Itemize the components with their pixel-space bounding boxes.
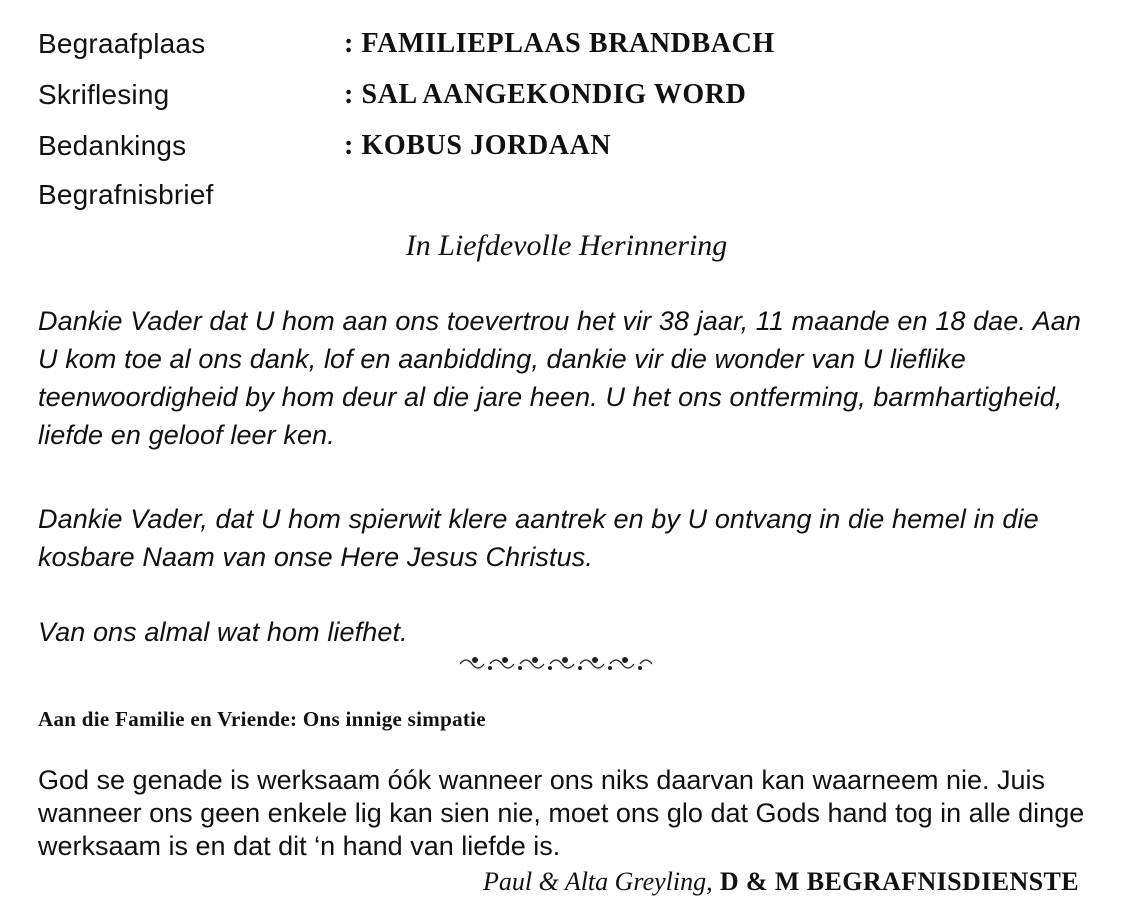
signature-company: D & M BEGRAFNISDIENSTE: [719, 867, 1079, 896]
detail-label: Bedankings: [38, 130, 187, 161]
tribute-paragraph: Van ons almal wat hom liefhet.: [38, 617, 408, 647]
signature-names: Paul & Alta Greyling,: [482, 867, 713, 896]
sympathy-heading: Aan die Familie en Vriende: Ons innige simpatie: [38, 707, 486, 731]
floral-divider-icon: [455, 651, 665, 677]
closing-paragraph: God se genade is werksaam óók wanneer ons niks daarvan kan waarneem nie. Juis wanneer ons geen enkele lig kan sien nie, moet ons glo dat Gods hand tog in alle dinge werksaam is en dat dit ‘n hand van liefde is.: [38, 765, 1085, 861]
detail-value: : KOBUS JORDAAN: [344, 130, 612, 161]
memorial-heading: In Liefdevolle Herinnering: [405, 229, 728, 262]
detail-row-funeral-letter: [38, 179, 1088, 223]
signature: [483, 866, 1079, 897]
detail-label: Begrafnisbrief: [38, 179, 214, 210]
detail-value: : SAL AANGEKONDIG WORD: [344, 79, 747, 110]
detail-label: Skriflesing: [38, 79, 170, 110]
detail-value: : FAMILIEPLAAS BRANDBACH: [344, 28, 775, 59]
detail-row-cemetery: [38, 28, 1088, 72]
tribute-paragraph: Dankie Vader, dat U hom spierwit klere aantrek en by U ontvang in die hemel in die kosbare Naam van onse Here Jesus Christus.: [38, 504, 1039, 572]
detail-row-thanks: [38, 130, 1088, 174]
tribute-paragraph: Dankie Vader dat U hom aan ons toevertrou het vir 38 jaar, 11 maande en 18 dae. Aan U kom toe al ons dank, lof en aanbidding, dankie vir die wonder van U lieflike teenwoordigheid by hom deur al die jare heen. U het ons ontferming, barmhartigheid, liefde en geloof leer ken.: [38, 306, 1081, 450]
detail-row-scripture: [38, 79, 1088, 123]
detail-label: Begraafplaas: [38, 28, 206, 59]
